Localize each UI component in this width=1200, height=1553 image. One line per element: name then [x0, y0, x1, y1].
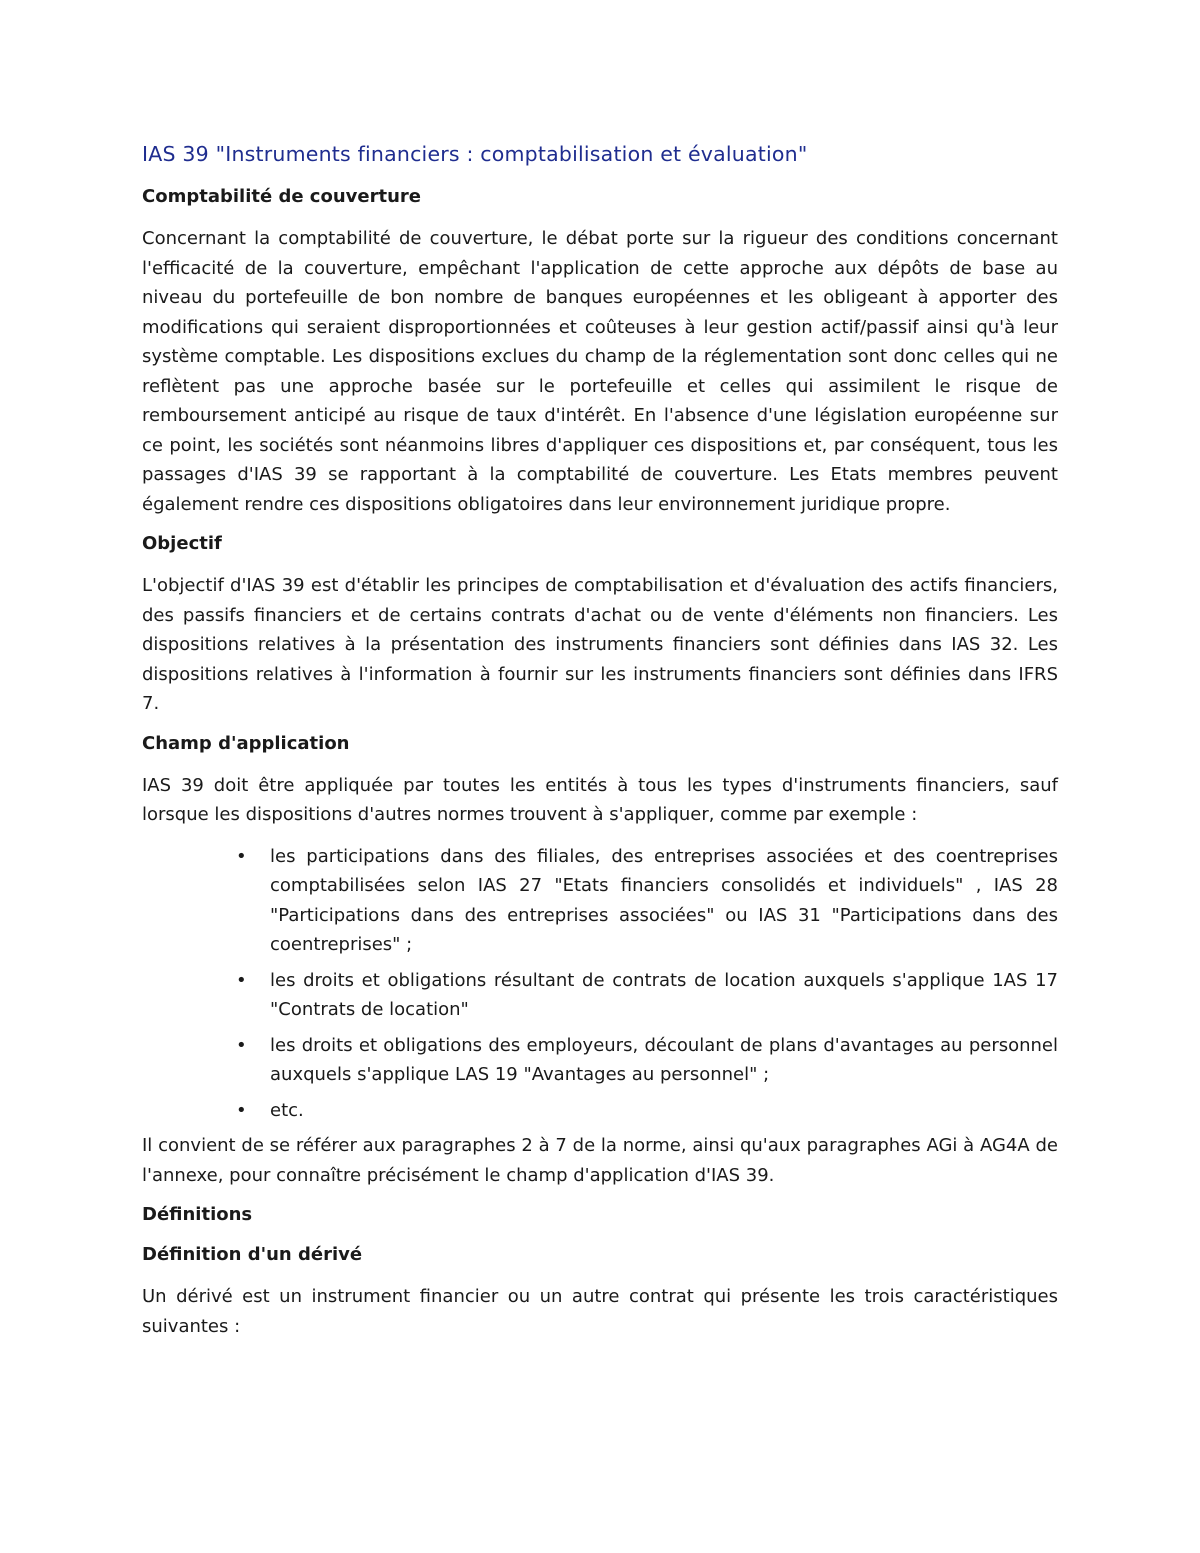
- paragraph-champ-outro: Il convient de se référer aux paragraphes 2 à 7 de la norme, ainsi qu'aux paragraphes AGi à AG4A de l'annexe, pour connaître précisément le champ d'application d'IAS 39.: [142, 1135, 1058, 1186]
- document-title: IAS 39 "Instruments financiers : comptabilisation et évaluation": [142, 142, 808, 166]
- heading-champ-application: Champ d'application: [142, 732, 350, 754]
- list-item: [236, 966, 1058, 1025]
- heading-objectif: Objectif: [142, 533, 222, 554]
- heading-definitions: Définitions: [142, 1204, 253, 1225]
- list-item: [236, 842, 1058, 960]
- heading-definition-derive: Définition d'un dérivé: [142, 1244, 363, 1265]
- paragraph-objectif: L'objectif d'IAS 39 est d'établir les principes de comptabilisation et d'évaluation des actifs financiers, des passifs financiers et de certains contrats d'achat ou de vente d'éléments non financiers. Les dispositions relatives à la présentation des instruments financiers sont définies dans IAS 32. Les dispositions relatives à l'information à fournir sur les instruments financiers sont définies dans IFRS 7.: [142, 575, 1058, 714]
- list-item-text: les droits et obligations résultant de contrats de location auxquels s'applique 1AS 17 "Contrats de location": [270, 969, 1058, 1020]
- bullet-icon: •: [236, 845, 247, 867]
- list-item-text: etc.: [270, 1099, 304, 1121]
- heading-comptabilite-couverture: Comptabilité de couverture: [142, 186, 421, 207]
- list-item: [236, 1031, 1058, 1090]
- document-page: [142, 140, 1058, 1353]
- bullet-icon: •: [236, 969, 247, 991]
- paragraph-champ-intro: IAS 39 doit être appliquée par toutes les entités à tous les types d'instruments financiers, sauf lorsque les dispositions d'autres normes trouvent à s'appliquer, comme par exemple :: [142, 774, 1058, 825]
- list-item-text: les participations dans des filiales, des entreprises associées et des coentreprises comptabilisées selon IAS 27 "Etats financiers consolidés et individuels" , IAS 28 "Participations dans des entreprises associées" ou IAS 31 "Participations dans des coentreprises" ;: [270, 845, 1058, 955]
- paragraph-comptabilite-couverture: Concernant la comptabilité de couverture, le débat porte sur la rigueur des conditions concernant l'efficacité de la couverture, empêchant l'application de cette approche aux dépôts de base au niveau du portefeuille de bon nombre de banques européennes et les obligeant à apporter des modifications qui seraient disproportionnées et coûteuses à leur gestion actif/passif ainsi qu'à leur système comptable. Les dispositions exclues du champ de la réglementation sont donc celles qui ne reflètent pas une approche basée sur le portefeuille et celles qui assimilent le risque de remboursement anticipé au risque de taux d'intérêt. En l'absence d'une législation européenne sur ce point, les sociétés sont néanmoins libres d'appliquer ces dispositions et, par conséquent, tous les passages d'IAS 39 se rapportant à la comptabilité de couverture. Les Etats membres peuvent également rendre ces dispositions obligatoires dans leur environnement juridique propre.: [142, 228, 1058, 515]
- list-item-text: les droits et obligations des employeurs, découlant de plans d'avantages au personnel auxquels s'applique LAS 19 "Avantages au personnel" ;: [270, 1034, 1058, 1085]
- bullet-icon: •: [236, 1034, 247, 1056]
- list-item: [236, 1096, 1058, 1126]
- bullet-icon: •: [236, 1099, 247, 1121]
- scope-exclusions-list: [142, 842, 1058, 1126]
- paragraph-definition-derive: Un dérivé est un instrument financier ou un autre contrat qui présente les trois caractéristiques suivantes :: [142, 1286, 1058, 1337]
